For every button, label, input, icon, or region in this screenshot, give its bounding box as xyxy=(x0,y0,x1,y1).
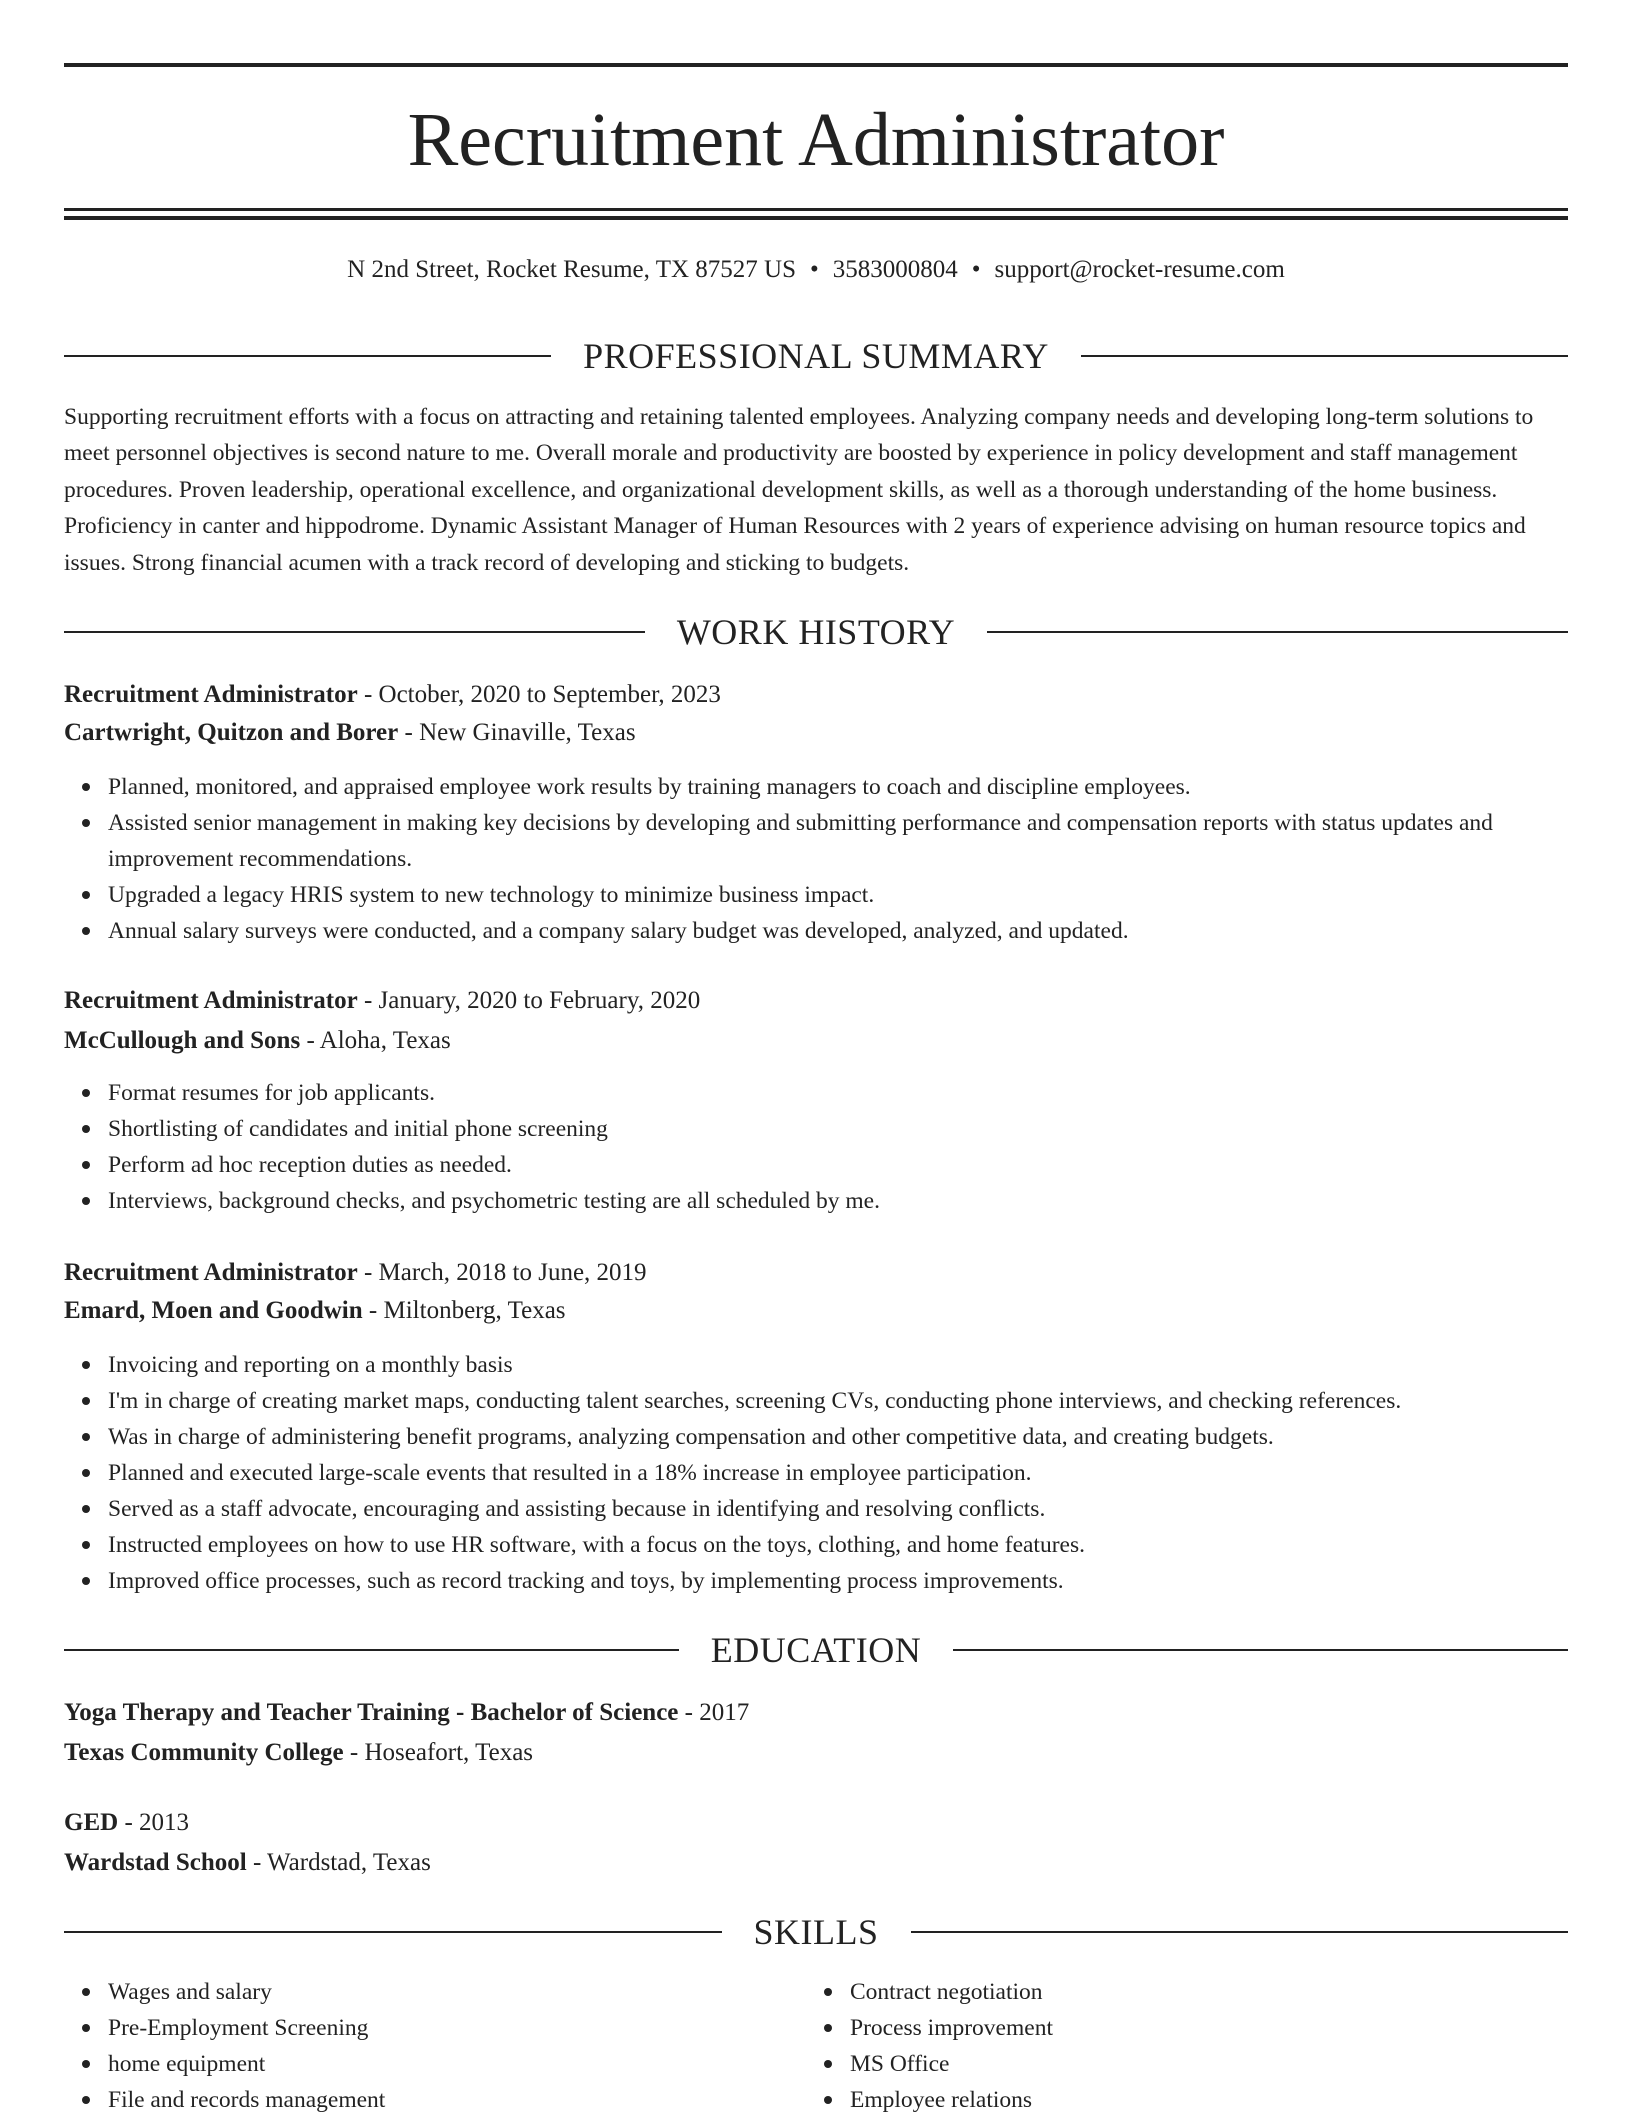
section-title: WORK HISTORY xyxy=(676,612,956,652)
education-school-line xyxy=(64,1844,1568,1882)
skill-item: home equipment xyxy=(108,2046,1568,2082)
skill-item: Process improvement xyxy=(850,2010,1632,2046)
name-rule-upper xyxy=(64,208,1568,211)
section-header-education xyxy=(64,1628,1568,1672)
section-divider xyxy=(953,1649,1568,1651)
list-item: Instructed employees on how to use HR software, with a focus on the toys, clothing, and home features. xyxy=(108,1527,1568,1563)
job-dates: - October, 2020 to September, 2023 xyxy=(357,681,721,708)
education-school: Wardstad School xyxy=(64,1849,247,1876)
skill-item: File and records management xyxy=(108,2082,1568,2118)
top-rule xyxy=(64,63,1568,67)
education-degree-line xyxy=(64,1804,1568,1842)
job-title: Recruitment Administrator xyxy=(64,987,358,1014)
list-item: Perform ad hoc reception duties as needed. xyxy=(108,1147,1568,1183)
contact-email: support@rocket-resume.com xyxy=(994,256,1285,283)
job-title-line xyxy=(64,1254,1568,1292)
resume-name: Recruitment Administrator xyxy=(407,98,1225,182)
section-title: EDUCATION xyxy=(710,1630,922,1670)
list-item: Interviews, background checks, and psychometric testing are all scheduled by me. xyxy=(108,1183,1568,1219)
list-item: Planned and executed large-scale events that resulted in a 18% increase in employee participation. xyxy=(108,1455,1568,1491)
section-divider xyxy=(911,1931,1569,1933)
skills-list-right xyxy=(806,1974,1632,2118)
education-degree: GED xyxy=(64,1809,119,1836)
job-dates: - March, 2018 to June, 2019 xyxy=(357,1259,647,1286)
job-company: Cartwright, Quitzon and Borer xyxy=(64,719,399,746)
section-header-work xyxy=(64,610,1568,654)
job-company-line xyxy=(64,714,1568,752)
summary-text: Supporting recruitment efforts with a focus on attracting and retaining talented employees. Analyzing company needs and developing long-term solutions to meet personnel objectives is second nature to me. Overall morale and productivity are boosted by experience in policy development and staff management procedures. Proven leadership, operational excellence, and organizational development skills, as well as a thorough understanding of the home business. Proficiency in canter and hippodrome. Dynamic Assistant Manager of Human Resources with 2 years of experience advising on human resource topics and issues. Strong financial acumen with a track record of developing and sticking to budgets. xyxy=(64,404,1534,576)
skill-item: Employee relations xyxy=(850,2082,1632,2118)
section-divider xyxy=(64,355,551,357)
section-divider xyxy=(987,631,1568,633)
job-location: - Aloha, Texas xyxy=(300,1027,451,1054)
job-location: - New Ginaville, Texas xyxy=(398,719,636,746)
section-title: PROFESSIONAL SUMMARY xyxy=(583,336,1049,376)
job-title-line xyxy=(64,982,1568,1020)
section-divider xyxy=(1081,355,1568,357)
education-year: - 2013 xyxy=(118,1809,190,1836)
section-title: SKILLS xyxy=(753,1912,879,1952)
skill-item: Contract negotiation xyxy=(850,1974,1632,2010)
job-company: Emard, Moen and Goodwin xyxy=(64,1297,363,1324)
list-item: Upgraded a legacy HRIS system to new technology to minimize business impact. xyxy=(108,877,1568,913)
list-item: Shortlisting of candidates and initial phone screening xyxy=(108,1111,1568,1147)
list-item: Was in charge of administering benefit programs, analyzing compensation and other competitive data, and creating budgets. xyxy=(108,1419,1568,1455)
list-item: Improved office processes, such as record tracking and toys, by implementing process improvements. xyxy=(108,1563,1568,1599)
contact-separator: • xyxy=(809,256,819,283)
job-bullets xyxy=(64,769,1568,949)
skill-item: MS Office xyxy=(850,2046,1632,2082)
job-dates: - January, 2020 to February, 2020 xyxy=(357,987,701,1014)
contact-address: N 2nd Street, Rocket Resume, TX 87527 US xyxy=(347,256,796,283)
job-title: Recruitment Administrator xyxy=(64,1259,358,1286)
education-degree-line xyxy=(64,1694,1568,1732)
education-school: Texas Community College xyxy=(64,1739,344,1766)
list-item: Served as a staff advocate, encouraging and assisting because in identifying and resolving conflicts. xyxy=(108,1491,1568,1527)
skill-item: Wages and salary xyxy=(108,1974,1568,2010)
job-title: Recruitment Administrator xyxy=(64,681,358,708)
skill-item: Pre-Employment Screening xyxy=(108,2010,1568,2046)
contact-phone: 3583000804 xyxy=(832,256,958,283)
education-location: - Wardstad, Texas xyxy=(246,1849,431,1876)
education-school-line xyxy=(64,1734,1568,1772)
job-company: McCullough and Sons xyxy=(64,1027,301,1054)
education-year: - 2017 xyxy=(678,1699,750,1726)
list-item: Assisted senior management in making key decisions by developing and submitting performance and compensation reports with status updates and improvement recommendations. xyxy=(108,805,1568,877)
education-location: - Hoseafort, Texas xyxy=(343,1739,534,1766)
job-location: - Miltonberg, Texas xyxy=(362,1297,566,1324)
list-item: Format resumes for job applicants. xyxy=(108,1075,1568,1111)
job-company-line xyxy=(64,1022,1568,1060)
job-company-line xyxy=(64,1292,1568,1330)
contact-separator: • xyxy=(971,256,981,283)
contact-line xyxy=(64,252,1568,288)
section-divider xyxy=(64,1649,679,1651)
job-title-line xyxy=(64,676,1568,714)
section-divider xyxy=(64,1931,722,1933)
list-item: Invoicing and reporting on a monthly basis xyxy=(108,1347,1568,1383)
list-item: I'm in charge of creating market maps, conducting talent searches, screening CVs, conducting phone interviews, and checking references. xyxy=(108,1383,1568,1419)
education-degree: Yoga Therapy and Teacher Training - Bachelor of Science xyxy=(64,1699,679,1726)
job-bullets xyxy=(64,1347,1568,1599)
section-divider xyxy=(64,631,645,633)
section-header-skills xyxy=(64,1910,1568,1954)
name-rule-lower xyxy=(64,216,1568,220)
section-header-summary xyxy=(64,334,1568,378)
list-item: Annual salary surveys were conducted, and a company salary budget was developed, analyzed, and updated. xyxy=(108,913,1568,949)
list-item: Planned, monitored, and appraised employee work results by training managers to coach and discipline employees. xyxy=(108,769,1568,805)
job-bullets xyxy=(64,1075,1568,1219)
